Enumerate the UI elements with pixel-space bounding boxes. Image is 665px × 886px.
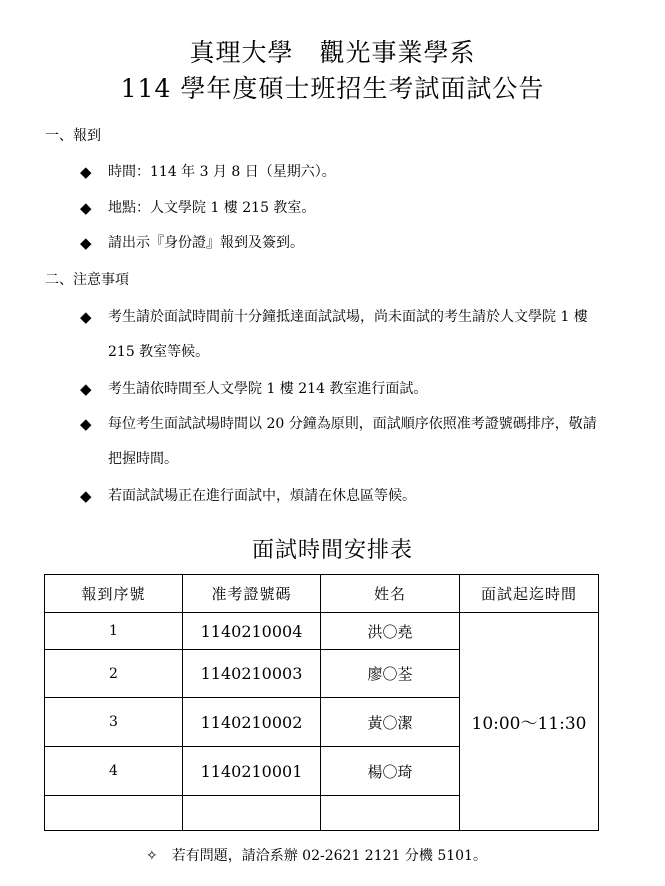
admission-id-cell: 1140210004: [183, 613, 321, 650]
name-cell: 黃〇潔: [321, 698, 460, 747]
table-header-row: [45, 575, 599, 613]
section-heading-notes: 二、注意事項: [45, 272, 129, 288]
schedule-title: 面試時間安排表: [251, 538, 413, 563]
contact-note: [146, 846, 487, 866]
interview-time-cell: 10:00～11:30: [460, 613, 599, 831]
admission-id-cell: 1140210003: [183, 650, 321, 698]
name-cell: [321, 796, 460, 831]
section-heading-checkin: 一、報到: [45, 128, 101, 144]
column-header-admission-id: 准考證號碼: [183, 575, 321, 613]
list-item-text: 若面試試場正在進行面試中，煩請在休息區等候。: [108, 488, 416, 504]
contact-note-text: 若有問題，請洽系辦 02-2621 2121 分機 5101。: [171, 848, 487, 864]
schedule-table: [44, 574, 599, 831]
diamond-bullet-icon: ◆: [80, 308, 92, 326]
column-header-name: 姓名: [321, 575, 460, 613]
admission-id-cell: 1140210002: [183, 698, 321, 747]
admission-id-cell: 1140210001: [183, 747, 321, 796]
list-item-text: 請出示『身份證』報到及簽到。: [108, 235, 304, 251]
diamond-bullet-icon: ◆: [80, 415, 92, 433]
list-item-text: 每位考生面試試場時間以 20 分鐘為原則，面試順序依照准考證號碼排序，敬請把握時間。: [108, 416, 597, 467]
list-item-text: 考生請於面試時間前十分鐘抵達面試試場，尚未面試的考生請於人文學院 1 樓 215 教室等候。: [108, 309, 588, 360]
diamond-bullet-icon: ◆: [80, 234, 92, 252]
column-header-time: 面試起迄時間: [460, 575, 599, 613]
name-cell: 廖〇荃: [321, 650, 460, 698]
page-title-announcement: 114 學年度碩士班招生考試面試公告: [120, 74, 545, 103]
diamond-bullet-icon: ◆: [80, 380, 92, 398]
diamond-bullet-icon: ◆: [80, 199, 92, 217]
diamond-bullet-icon: ◆: [80, 487, 92, 505]
sparkle-icon: ✧: [146, 848, 158, 864]
page-title-school: 真理大學 觀光事業學系: [189, 38, 476, 67]
admission-id-cell: [183, 796, 321, 831]
name-cell: 楊〇琦: [321, 747, 460, 796]
list-item-text: 時間：114 年 3 月 8 日（星期六）。: [108, 164, 336, 180]
seq-cell: 1: [45, 613, 183, 650]
table-row: [45, 613, 599, 650]
diamond-bullet-icon: ◆: [80, 163, 92, 181]
name-cell: 洪〇堯: [321, 613, 460, 650]
column-header-seq: 報到序號: [45, 575, 183, 613]
seq-cell: 3: [45, 698, 183, 747]
list-item-text: 地點：人文學院 1 樓 215 教室。: [108, 200, 316, 216]
list-item-text: 考生請依時間至人文學院 1 樓 214 教室進行面試。: [108, 381, 428, 397]
seq-cell: 2: [45, 650, 183, 698]
seq-cell: 4: [45, 747, 183, 796]
seq-cell: [45, 796, 183, 831]
